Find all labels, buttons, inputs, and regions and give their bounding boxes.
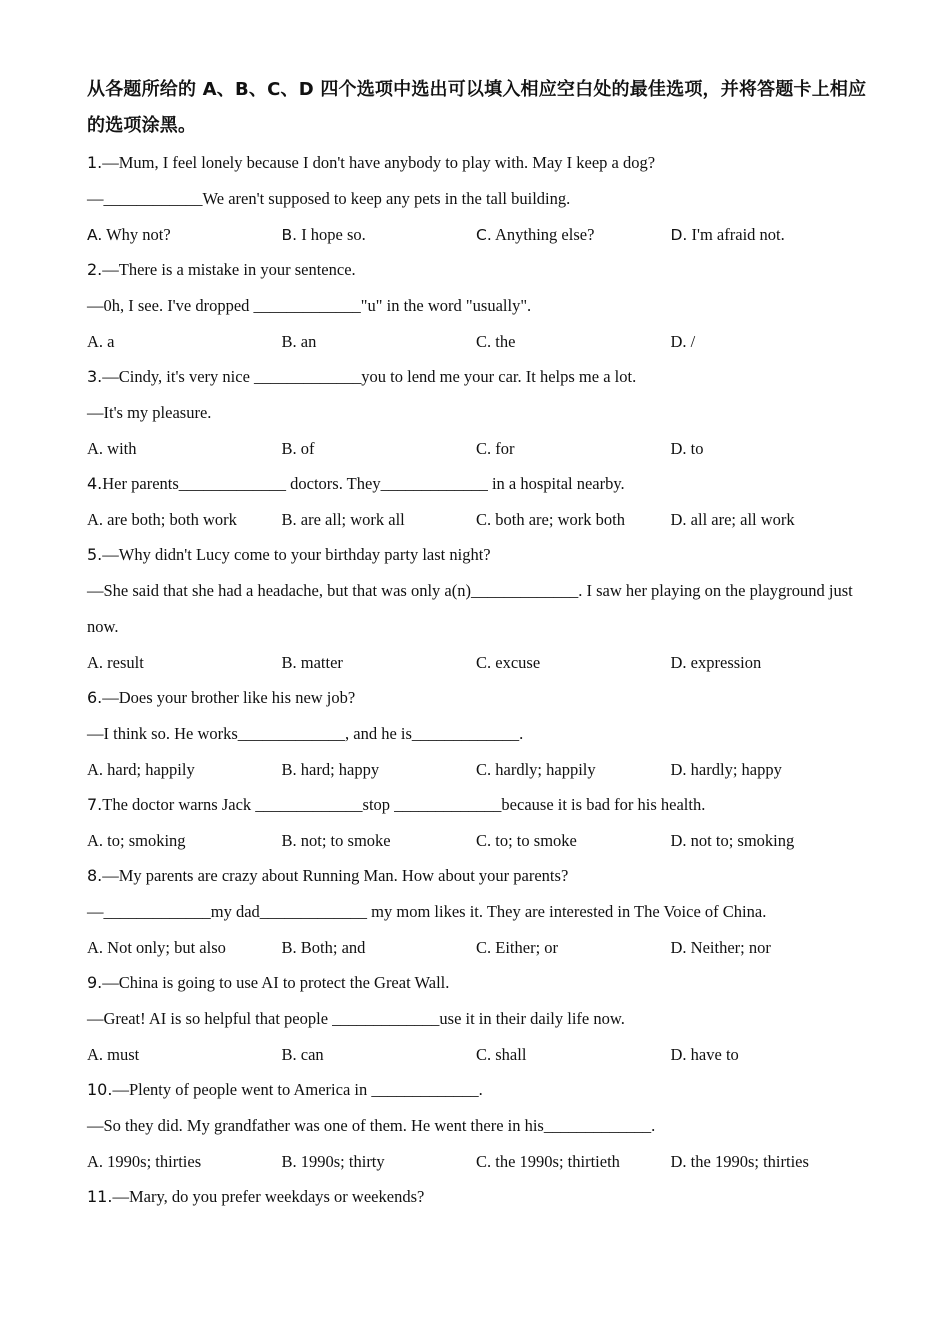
option-row — [87, 645, 872, 680]
option-text: are both; both work — [107, 510, 237, 529]
question-text: —My parents are crazy about Running Man. How about your parents? — [102, 866, 569, 885]
option-text: hard; happy — [300, 760, 380, 779]
option-letter: D. — [670, 332, 687, 351]
question-6 — [87, 680, 872, 787]
option-a — [87, 1037, 282, 1072]
option-letter: B. — [281, 510, 297, 529]
option-text: result — [107, 653, 144, 672]
option-letter: A. — [87, 1045, 104, 1064]
option-letter: D. — [670, 226, 688, 244]
option-text: of — [300, 439, 315, 458]
question-line — [87, 537, 872, 573]
option-row — [87, 1037, 872, 1072]
option-letter: C. — [476, 226, 492, 244]
option-text: the — [495, 332, 516, 351]
option-a — [87, 930, 282, 965]
option-letter: B. — [281, 226, 298, 244]
option-letter: A. — [87, 1152, 104, 1171]
option-text: Anything else? — [494, 225, 595, 244]
option-text: shall — [495, 1045, 527, 1064]
option-text: to — [690, 439, 704, 458]
option-row — [87, 823, 872, 858]
option-text: must — [107, 1045, 140, 1064]
option-letter: D. — [670, 510, 687, 529]
option-letter: B. — [281, 938, 297, 957]
option-c — [476, 502, 671, 537]
option-d — [671, 431, 866, 466]
option-text: are all; work all — [300, 510, 405, 529]
option-a — [87, 823, 282, 858]
question-text: —Cindy, it's very nice _____________you to lend me your car. It helps me a lot. — [102, 367, 637, 386]
question-11 — [87, 1179, 872, 1215]
option-c — [476, 752, 671, 787]
option-letter: C. — [476, 439, 492, 458]
option-letter: A. — [87, 510, 104, 529]
option-a — [87, 324, 282, 359]
option-d — [671, 217, 866, 252]
question-9 — [87, 965, 872, 1072]
option-b — [282, 930, 477, 965]
option-letter: C. — [476, 653, 492, 672]
option-letter: D. — [670, 1045, 687, 1064]
option-text: Neither; nor — [690, 938, 771, 957]
question-number: 6. — [87, 688, 103, 707]
option-row — [87, 1144, 872, 1179]
worksheet-page — [87, 72, 872, 1215]
question-line — [87, 965, 872, 1001]
question-line — [87, 145, 872, 181]
option-text: I hope so. — [301, 225, 366, 244]
question-text: —0h, I see. I've dropped _____________"u" in the word "usually". — [87, 296, 532, 315]
option-c — [476, 1144, 671, 1179]
option-text: for — [495, 439, 515, 458]
question-text: —____________We aren't supposed to keep any pets in the tall building. — [87, 189, 571, 208]
option-text: Why not? — [106, 225, 171, 244]
option-letter: C. — [476, 831, 492, 850]
option-d — [671, 645, 866, 680]
option-text: 1990s; thirty — [300, 1152, 385, 1171]
option-a — [87, 431, 282, 466]
option-a — [87, 502, 282, 537]
question-line — [87, 680, 872, 716]
option-d — [671, 1037, 866, 1072]
option-text: 1990s; thirties — [107, 1152, 202, 1171]
option-text: not to; smoking — [690, 831, 795, 850]
option-letter: B. — [281, 760, 297, 779]
option-text: hardly; happy — [690, 760, 782, 779]
option-letter: B. — [281, 332, 297, 351]
option-letter: A. — [87, 226, 103, 244]
option-a — [87, 217, 282, 252]
option-letter: A. — [87, 332, 104, 351]
question-5 — [87, 537, 872, 680]
option-d — [671, 324, 866, 359]
question-8 — [87, 858, 872, 965]
option-letter: B. — [281, 1152, 297, 1171]
question-number: 8. — [87, 866, 103, 885]
option-b — [282, 752, 477, 787]
option-letter: C. — [476, 332, 492, 351]
option-text: an — [300, 332, 317, 351]
question-number: 11. — [87, 1187, 113, 1206]
option-text: Not only; but also — [107, 938, 226, 957]
option-text: / — [690, 332, 696, 351]
question-text: —Plenty of people went to America in _____________. — [112, 1080, 483, 1099]
option-letter: D. — [670, 439, 687, 458]
question-text: —Great! AI is so helpful that people _____________use it in their daily life now. — [87, 1009, 625, 1028]
option-letter: D. — [670, 938, 687, 957]
option-letter: C. — [476, 760, 492, 779]
option-text: the 1990s; thirties — [690, 1152, 809, 1171]
option-text: not; to smoke — [300, 831, 391, 850]
instruction-text: 从各题所给的 A、B、C、D 四个选项中选出可以填入相应空白处的最佳选项，并将答题卡上相应的选项涂黑。 — [87, 79, 867, 136]
question-line — [87, 1072, 872, 1108]
question-text: —China is going to use AI to protect the Great Wall. — [102, 973, 450, 992]
question-text: —Why didn't Lucy come to your birthday party last night? — [102, 545, 491, 564]
option-text: expression — [690, 653, 762, 672]
question-line — [87, 288, 872, 324]
option-a — [87, 1144, 282, 1179]
question-line — [87, 573, 872, 645]
option-text: both are; work both — [495, 510, 625, 529]
option-c — [476, 324, 671, 359]
question-2 — [87, 252, 872, 359]
option-b — [282, 645, 477, 680]
question-line — [87, 252, 872, 288]
option-d — [671, 930, 866, 965]
option-c — [476, 431, 671, 466]
question-line — [87, 359, 872, 395]
question-text: —_____________my dad_____________ my mom likes it. They are interested in The Voice of China. — [87, 902, 767, 921]
option-letter: B. — [281, 1045, 297, 1064]
option-letter: A. — [87, 653, 104, 672]
option-text: all are; all work — [690, 510, 795, 529]
question-number: 7. — [87, 795, 103, 814]
question-text: —Mary, do you prefer weekdays or weekends? — [112, 1187, 425, 1206]
option-text: a — [107, 332, 115, 351]
option-text: to; to smoke — [495, 831, 577, 850]
question-text: Her parents_____________ doctors. They_____________ in a hospital nearby. — [102, 474, 625, 493]
question-list — [87, 145, 872, 1215]
option-text: hard; happily — [107, 760, 195, 779]
option-letter: D. — [670, 1152, 687, 1171]
option-b — [282, 431, 477, 466]
option-b — [282, 324, 477, 359]
option-text: Both; and — [300, 938, 366, 957]
question-line — [87, 466, 872, 502]
option-letter: D. — [670, 653, 687, 672]
question-text: —So they did. My grandfather was one of them. He went there in his_____________. — [87, 1116, 656, 1135]
option-letter: D. — [670, 831, 687, 850]
option-b — [282, 1144, 477, 1179]
option-letter: C. — [476, 938, 492, 957]
question-text: The doctor warns Jack _____________stop _____________because it is bad for his health. — [102, 795, 706, 814]
question-line — [87, 1179, 872, 1215]
option-letter: B. — [281, 439, 297, 458]
question-7 — [87, 787, 872, 858]
question-text: —I think so. He works_____________, and he is_____________. — [87, 724, 524, 743]
option-text: Either; or — [495, 938, 559, 957]
option-row — [87, 431, 872, 466]
option-a — [87, 752, 282, 787]
question-number: 2. — [87, 260, 103, 279]
option-c — [476, 217, 671, 252]
option-d — [671, 752, 866, 787]
option-letter: A. — [87, 938, 104, 957]
option-a — [87, 645, 282, 680]
option-letter: D. — [670, 760, 687, 779]
option-row — [87, 324, 872, 359]
option-text: hardly; happily — [495, 760, 596, 779]
question-line — [87, 716, 872, 752]
option-d — [671, 502, 866, 537]
question-1 — [87, 145, 872, 252]
question-text: —It's my pleasure. — [87, 403, 212, 422]
question-text: —There is a mistake in your sentence. — [102, 260, 356, 279]
option-c — [476, 1037, 671, 1072]
option-letter: A. — [87, 831, 104, 850]
option-text: can — [300, 1045, 324, 1064]
option-b — [282, 1037, 477, 1072]
option-text: with — [107, 439, 137, 458]
option-text: I'm afraid not. — [691, 225, 785, 244]
option-b — [282, 502, 477, 537]
question-line — [87, 858, 872, 894]
question-number: 1. — [87, 153, 103, 172]
option-row — [87, 217, 872, 252]
question-number: 3. — [87, 367, 103, 386]
question-number: 10. — [87, 1080, 113, 1099]
question-text: —Does your brother like his new job? — [102, 688, 356, 707]
question-line — [87, 1108, 872, 1144]
option-row — [87, 502, 872, 537]
option-letter: A. — [87, 760, 104, 779]
question-line — [87, 787, 872, 823]
question-10 — [87, 1072, 872, 1179]
option-row — [87, 752, 872, 787]
option-letter: C. — [476, 1045, 492, 1064]
option-c — [476, 823, 671, 858]
question-line — [87, 181, 872, 217]
option-letter: B. — [281, 653, 297, 672]
question-number: 9. — [87, 973, 103, 992]
option-letter: B. — [281, 831, 297, 850]
option-text: excuse — [495, 653, 541, 672]
option-c — [476, 930, 671, 965]
option-letter: C. — [476, 510, 492, 529]
option-letter: C. — [476, 1152, 492, 1171]
question-text: —She said that she had a headache, but that was only a(n)_____________. I saw her playing on the playground just now. — [87, 581, 853, 636]
question-number: 4. — [87, 474, 103, 493]
question-line — [87, 894, 872, 930]
option-b — [282, 217, 477, 252]
option-d — [671, 1144, 866, 1179]
option-text: have to — [690, 1045, 739, 1064]
option-text: to; smoking — [107, 831, 186, 850]
option-letter: A. — [87, 439, 104, 458]
question-line — [87, 395, 872, 431]
option-d — [671, 823, 866, 858]
option-row — [87, 930, 872, 965]
option-text: matter — [300, 653, 343, 672]
question-line — [87, 1001, 872, 1037]
option-c — [476, 645, 671, 680]
option-b — [282, 823, 477, 858]
question-3 — [87, 359, 872, 466]
question-4 — [87, 466, 872, 537]
option-text: the 1990s; thirtieth — [495, 1152, 620, 1171]
question-number: 5. — [87, 545, 103, 564]
question-text: —Mum, I feel lonely because I don't have anybody to play with. May I keep a dog? — [102, 153, 656, 172]
